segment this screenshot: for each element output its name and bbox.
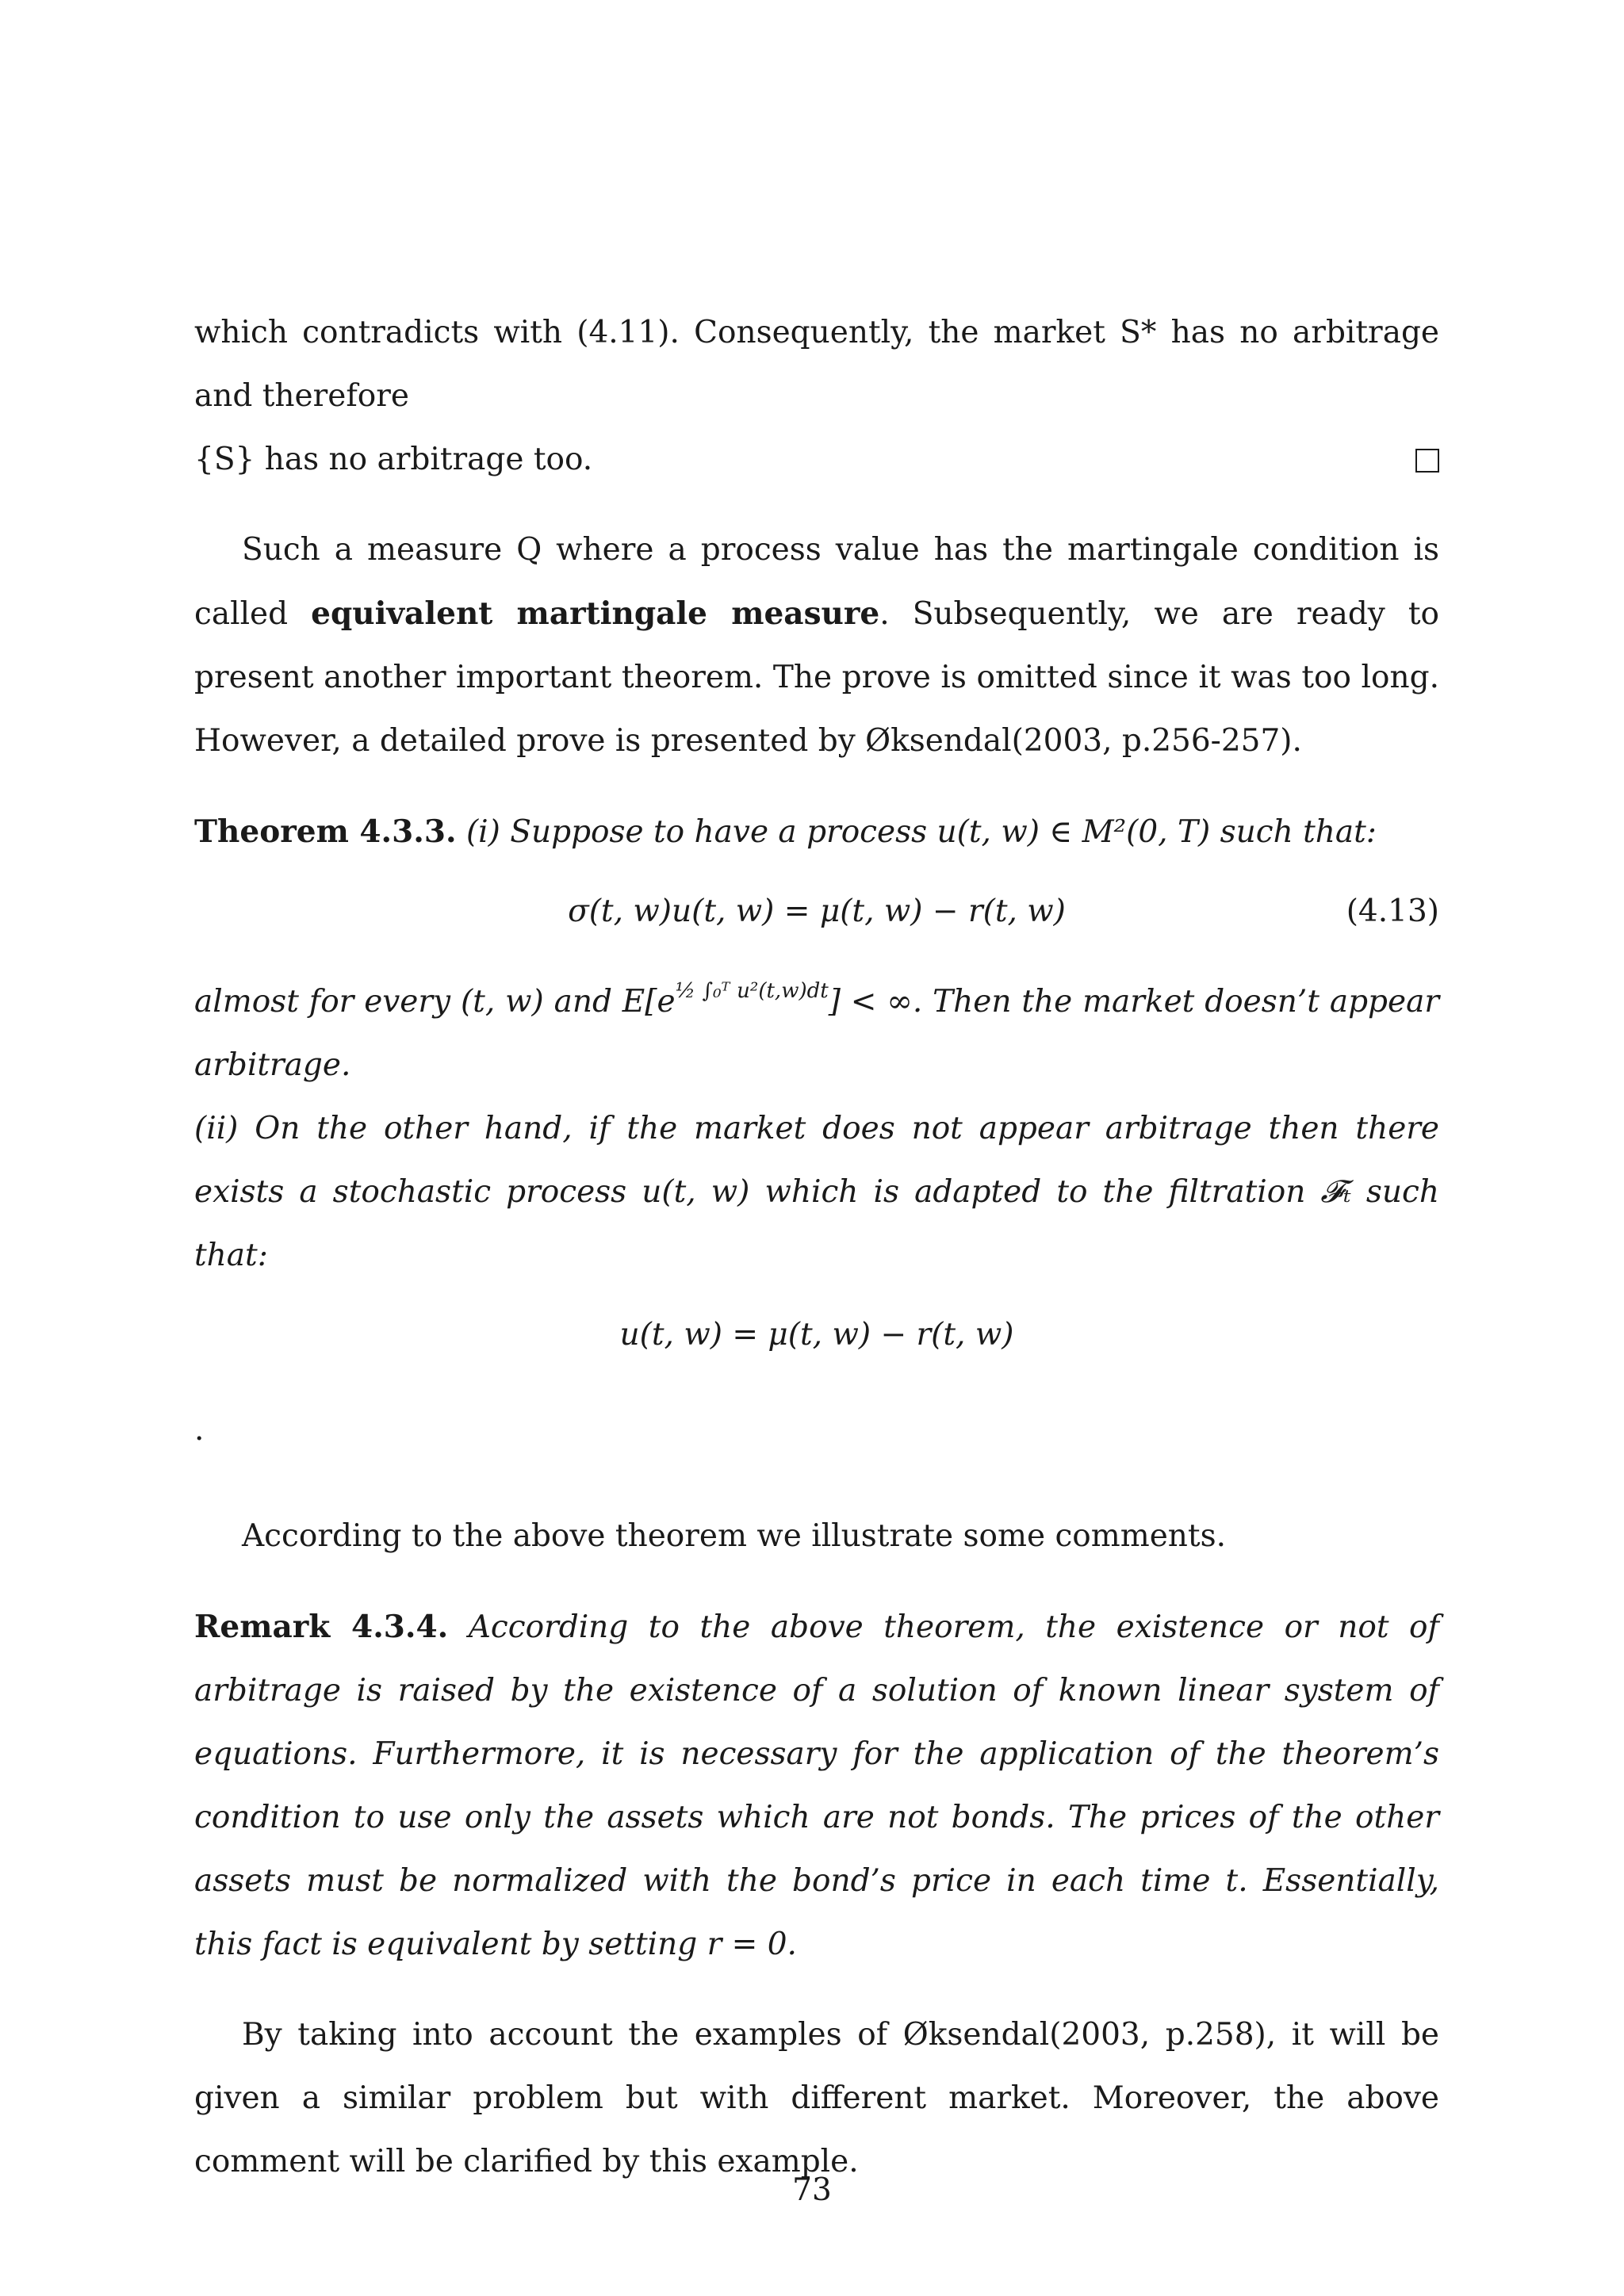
qed-square-icon <box>1415 449 1439 473</box>
paragraph-proof-end <box>194 301 1439 492</box>
theorem-condition <box>194 959 1439 1097</box>
equation-2 <box>194 1288 1439 1383</box>
theorem-part-2: (ii) On the other hand, if the market does not appear arbitrage then there exists a stochastic process u(t, w) which is adapted to the filtration 𝓕ₜ such that: <box>194 1111 1439 1273</box>
condition-text-b: ] < ∞. Then the market doesn’t appear arbitrage. <box>194 984 1439 1083</box>
theorem-intro: (i) Suppose to have a process u(t, w) ∈ M²(0, T) such that: <box>465 814 1377 850</box>
remark-text: According to the above theorem, the existence or not of arbitrage is raised by the existence of a solution of known linear system of equations. Furthermore, it is necessary for the application of the theorem’s condition to use only the assets which are not bonds. The prices of the other assets must be normalized with the bond’s price in each time t. Essentially, this fact is equivalent by setting r = 0. <box>194 1609 1439 1962</box>
equation-2-body: u(t, w) = μ(t, w) − r(t, w) <box>619 1317 1014 1353</box>
stray-dot: . <box>194 1412 205 1448</box>
page-number: 73 <box>792 2172 832 2208</box>
remark-label: Remark 4.3.4. <box>194 1609 449 1645</box>
remark-statement <box>194 1595 1439 1976</box>
paragraph-comments: According to the above theorem we illustrate some comments. <box>242 1518 1227 1554</box>
measure-text-a: Such a measure Q where a process value has the martingale condition is called <box>194 532 1439 632</box>
measure-text-b: . Subsequently, we are ready to present another important theorem. The prove is omitted since it was too long. However, a detailed prove is presented by Øksendal(2003, p.256-257). <box>194 596 1440 759</box>
condition-exponent: ½ ∫₀ᵀ u²(t,w)dt <box>675 979 829 1003</box>
equation-4-13 <box>194 864 1439 959</box>
equation-number: (4.13) <box>1346 894 1439 929</box>
equation-4-13-body: σ(t, w)u(t, w) = μ(t, w) − r(t, w) <box>568 894 1066 929</box>
paragraph-example-intro: By taking into account the examples of Øksendal(2003, p.258), it will be given a similar problem but with different market. Moreover, the above comment will be clarified by this example. <box>194 2017 1439 2179</box>
condition-text-a: almost for every (t, w) and E[e <box>194 984 676 1020</box>
paragraph-measure <box>194 519 1439 773</box>
theorem-label: Theorem 4.3.3. <box>194 813 457 850</box>
proof-line-1: which contradicts with (4.11). Consequently, the market S* has no arbitrage and therefore <box>194 315 1439 414</box>
page-body <box>194 301 1439 2194</box>
measure-term: equivalent martingale measure <box>311 595 880 632</box>
theorem-statement <box>194 800 1439 864</box>
proof-line-2: {S} has no arbitrage too. <box>194 442 593 477</box>
